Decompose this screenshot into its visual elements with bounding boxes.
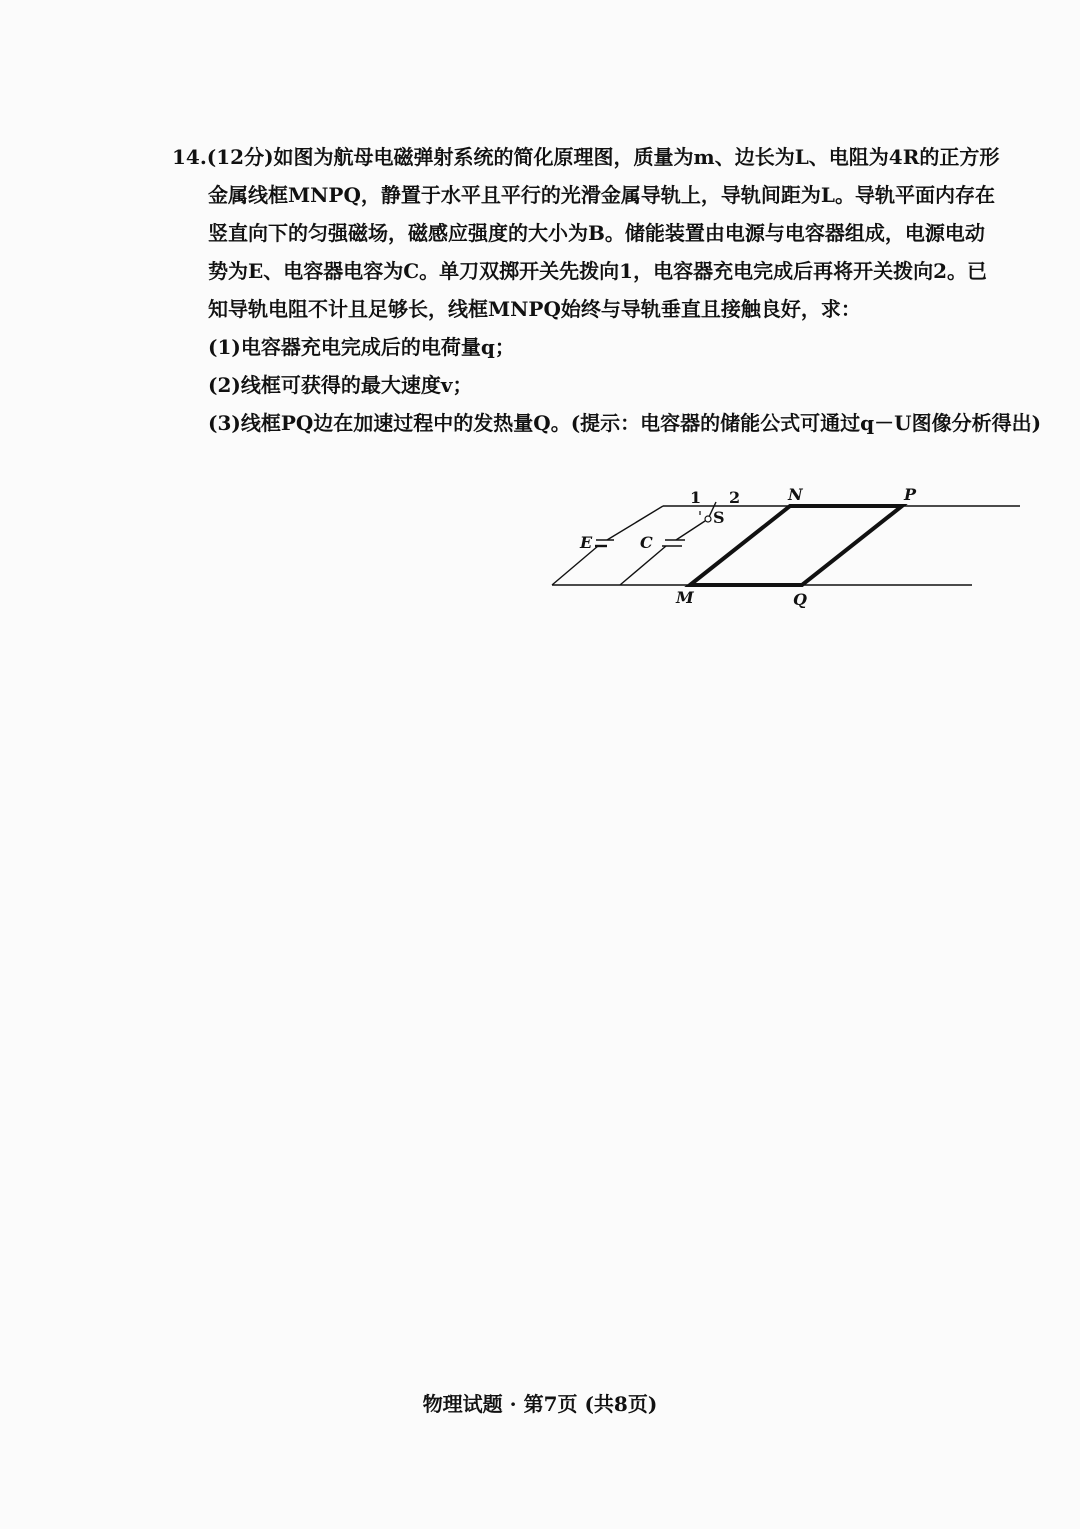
sub-question-1: (1)电容器充电完成后的电荷量q； (208, 335, 515, 359)
label-switch-1: 1 (690, 488, 702, 507)
label-battery-E: E (580, 533, 593, 552)
label-switch-2: 2 (729, 488, 741, 507)
question-line-5: 知导轨电阻不计且足够长，线框MNPQ始终与导轨垂直且接触良好，求： (208, 297, 861, 321)
label-N: N (788, 485, 803, 504)
label-switch-S: S (713, 508, 725, 527)
question-line-1 (172, 138, 1032, 176)
sub-question-2: (2)线框可获得的最大速度v； (208, 373, 473, 397)
sub-question-3: (3)线框PQ边在加速过程中的发热量Q。(提示：电容器的储能公式可通过q－U图像分析得出) (208, 411, 1042, 435)
circuit-diagram (540, 484, 1030, 608)
switch-pivot (705, 516, 711, 522)
label-Q: Q (793, 590, 807, 608)
question-line-2: 金属线框MNPQ，静置于水平且平行的光滑金属导轨上，导轨间距为L。导轨平面内存在 (208, 183, 995, 207)
label-M: M (676, 588, 694, 607)
question-number: 14. (172, 145, 207, 169)
question-14 (172, 138, 1042, 442)
capacitor-wire-top (676, 521, 705, 540)
question-text-1: (12分)如图为航母电磁弹射系统的简化原理图，质量为m、边长为L、电阻为4R的正方形 (206, 145, 1000, 169)
question-line-3: 竖直向下的匀强磁场，磁感应强度的大小为B。储能装置由电源与电容器组成，电源电动 (208, 221, 985, 245)
label-capacitor-C: C (640, 533, 653, 552)
label-P: P (904, 485, 917, 504)
battery-wire-top (607, 506, 663, 540)
question-line-4: 势为E、电容器电容为C。单刀双掷开关先拨向1，电容器充电完成后再将开关拨向2。已 (208, 259, 987, 283)
page-footer: 物理试题 · 第7页 (共8页) (422, 1392, 658, 1416)
